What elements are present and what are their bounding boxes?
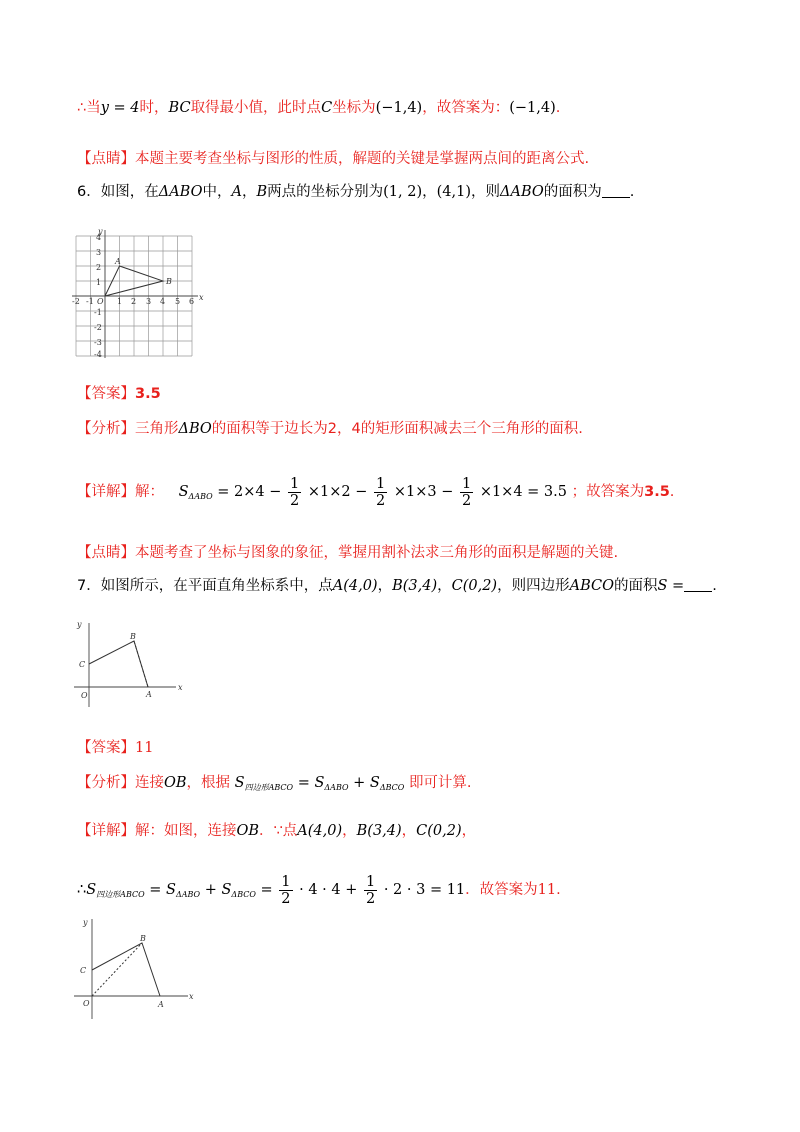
answer-value: 3.5 xyxy=(644,484,670,500)
y-tick: 4 xyxy=(96,233,102,242)
text: 时， xyxy=(139,100,169,116)
text: 坐标为 xyxy=(332,100,376,116)
point-a: A xyxy=(231,184,242,200)
fraction: $\frac{1}{2}$ xyxy=(461,475,472,509)
text: ， xyxy=(461,823,477,839)
q7-graph-solution xyxy=(72,913,196,1023)
text: ， xyxy=(241,184,257,200)
text: 连接 xyxy=(135,775,164,791)
y-tick: -1 xyxy=(94,308,102,317)
point-c: C xyxy=(321,100,333,116)
x-axis-label: x xyxy=(189,992,194,1001)
y-axis-label: y xyxy=(83,918,88,927)
point-a: A(4,0) xyxy=(332,578,378,594)
y-tick: -2 xyxy=(94,323,102,332)
text: ．∵点 xyxy=(259,823,298,839)
point-b-label: B xyxy=(140,934,146,943)
origin-label: O xyxy=(97,297,104,306)
text: ；故答案为 xyxy=(571,484,645,500)
tag-answer: 【答案】 xyxy=(77,740,135,756)
tag-detail: 【详解】 xyxy=(77,823,135,839)
y-tick: 3 xyxy=(96,248,102,257)
dianjing-2 xyxy=(77,542,618,564)
segment-ob: OB xyxy=(164,775,187,791)
x-tick: 5 xyxy=(175,297,181,306)
area-formula xyxy=(178,475,572,509)
tag-analysis: 【分析】 xyxy=(77,775,135,791)
dianjing-1 xyxy=(77,148,589,170)
therefore-text: ∴当 xyxy=(77,100,101,116)
point-c-label: C xyxy=(80,966,87,975)
text: ，故答案为： xyxy=(422,100,510,116)
point-b: B xyxy=(256,184,268,200)
y-axis-label: y xyxy=(77,620,82,629)
x-tick: -1 xyxy=(86,297,94,306)
tag-analysis: 【分析】 xyxy=(77,421,135,437)
text: 中， xyxy=(202,184,232,200)
x-tick: 2 xyxy=(131,297,137,306)
subscript: ΔABO xyxy=(175,890,201,899)
text: 解： xyxy=(135,484,164,500)
dianjing-text: 本题主要考查坐标与图形的性质，解题的关键是掌握两点间的距离公式. xyxy=(135,151,590,167)
tag-answer: 【答案】 xyxy=(77,386,135,402)
triangle-name: ΔABO xyxy=(500,184,544,200)
subscript: ΔBCO xyxy=(231,890,256,899)
answer-value: 3.5 xyxy=(135,386,161,402)
x-tick: -2 xyxy=(72,297,80,306)
expr: ×1×2 − xyxy=(307,484,368,500)
tag-dianjing: 【点睛】 xyxy=(77,545,135,561)
q6-analysis xyxy=(77,418,583,440)
fraction: $\frac{1}{2}$ xyxy=(290,475,300,509)
x-tick: 6 xyxy=(189,297,195,306)
text: . xyxy=(712,578,717,594)
x-axis-label: x xyxy=(178,683,183,692)
point-c-label: C xyxy=(79,660,86,669)
quad-name: ABCO xyxy=(569,578,614,594)
coord: (−1,4) xyxy=(509,100,556,116)
q6-answer xyxy=(77,383,161,405)
text: . xyxy=(629,184,635,200)
text: 7．如图所示，在平面直角坐标系中，点 xyxy=(77,578,333,594)
top-conclusion xyxy=(77,97,560,119)
q7-calc: $\therefore S_{四边形ABCO} = S_{\Delta ABO} + S_{\Delta BCO}$ = $\frac{1}{2}$ · 4 · 4 + $\frac{1}{2}$ · 2 · 3 = 11．故答案为11. xyxy=(77,873,561,907)
text: 三角形 xyxy=(135,421,179,437)
text: ，根据 xyxy=(186,775,231,791)
text: . xyxy=(555,100,561,116)
q7-graph xyxy=(72,617,184,709)
answer-blank xyxy=(602,183,630,198)
fraction: $\frac{1}{2}$ xyxy=(376,475,386,509)
point-a: A(4,0) xyxy=(297,823,343,839)
text: . xyxy=(556,882,561,898)
y-tick: 2 xyxy=(96,263,102,272)
segment-bc: BC xyxy=(168,100,191,116)
origin-label: O xyxy=(83,999,90,1008)
expr: · 4 · 4 + xyxy=(299,882,358,898)
expr: · 2 · 3 = 11 xyxy=(383,882,466,898)
s-symbol: S = xyxy=(657,578,685,594)
text: 两点的坐标分别为 xyxy=(267,184,384,200)
text: ，则四边形 xyxy=(497,578,570,594)
text: 解：如图，连接 xyxy=(135,823,237,839)
q7-analysis xyxy=(77,772,472,799)
expr: = 2×4 − xyxy=(217,484,282,500)
subscript: 四边形ABCO xyxy=(96,890,145,899)
text: ，则 xyxy=(471,184,500,200)
question-6 xyxy=(77,181,634,203)
tag-dianjing: 【点睛】 xyxy=(77,151,135,167)
subscript: ΔABO xyxy=(188,492,213,501)
coord: (1, 2) xyxy=(383,184,423,200)
segment-ob: OB xyxy=(236,823,260,839)
origin-label: O xyxy=(81,691,88,700)
s-symbol: S xyxy=(178,484,189,500)
text: 的面积 xyxy=(613,578,658,594)
expr: ×1×3 − xyxy=(393,484,454,500)
q7-answer xyxy=(77,737,153,759)
text: 取得最小值，此时点 xyxy=(190,100,322,116)
point-b-label: B xyxy=(166,277,172,286)
point-b-label: B xyxy=(130,632,136,641)
condition-expr: y = 4 xyxy=(100,100,140,116)
y-tick: -4 xyxy=(94,350,102,358)
tag-detail: 【详解】 xyxy=(77,484,135,500)
answer-blank xyxy=(684,577,712,592)
x-tick: 3 xyxy=(146,297,152,306)
text: 即可计算. xyxy=(408,775,472,791)
coord: (−1,4) xyxy=(375,100,423,116)
answer-value: 11 xyxy=(537,882,557,898)
text: 6．如图，在 xyxy=(77,184,159,200)
triangle-name: ΔBO xyxy=(178,421,212,437)
answer-value: 11 xyxy=(135,740,154,756)
expr: ×1×4 xyxy=(479,484,523,500)
text: ， xyxy=(401,823,417,839)
therefore: ∴ xyxy=(77,882,87,898)
q7-detail xyxy=(77,820,476,842)
text: 的面积等于边长为2，4的矩形面积减去三个三角形的面积. xyxy=(211,421,583,437)
dianjing-text: 本题考查了坐标与图象的象征，掌握用割补法求三角形的面积是解题的关键. xyxy=(135,545,619,561)
x-tick: 4 xyxy=(160,297,166,306)
y-tick: -3 xyxy=(94,338,102,347)
q6-detail xyxy=(77,473,674,516)
q6-coordinate-grid xyxy=(70,226,210,358)
point-a-label: A xyxy=(115,257,121,266)
coord: (4,1) xyxy=(436,184,471,200)
triangle-name: ΔABO xyxy=(158,184,203,200)
y-axis-label: y xyxy=(98,227,103,236)
point-a-label: A xyxy=(158,1000,164,1009)
text: ， xyxy=(377,578,393,594)
point-c: C(0,2) xyxy=(451,578,498,594)
point-c: C(0,2) xyxy=(416,823,462,839)
x-axis-label: x xyxy=(199,293,204,302)
question-7 xyxy=(77,575,717,597)
point-b: B(3,4) xyxy=(356,823,402,839)
text: . xyxy=(669,484,675,500)
fraction: $\frac{1}{2}$ xyxy=(366,873,376,907)
y-tick: 1 xyxy=(96,278,102,287)
fraction: $\frac{1}{2}$ xyxy=(281,873,291,907)
result: = 3.5 xyxy=(527,484,567,500)
text: 的面积为 xyxy=(543,184,602,200)
x-tick: 1 xyxy=(117,297,123,306)
point-b: B(3,4) xyxy=(392,578,438,594)
area-relation: $S_{四边形ABCO} = S_{\Delta ABO} + S_{\Delta BCO}$ xyxy=(234,775,405,792)
text: ， xyxy=(422,184,437,200)
text: ， xyxy=(437,578,452,594)
text: ， xyxy=(342,823,357,839)
point-a-label: A xyxy=(146,690,152,699)
text: ．故答案为 xyxy=(465,882,538,898)
